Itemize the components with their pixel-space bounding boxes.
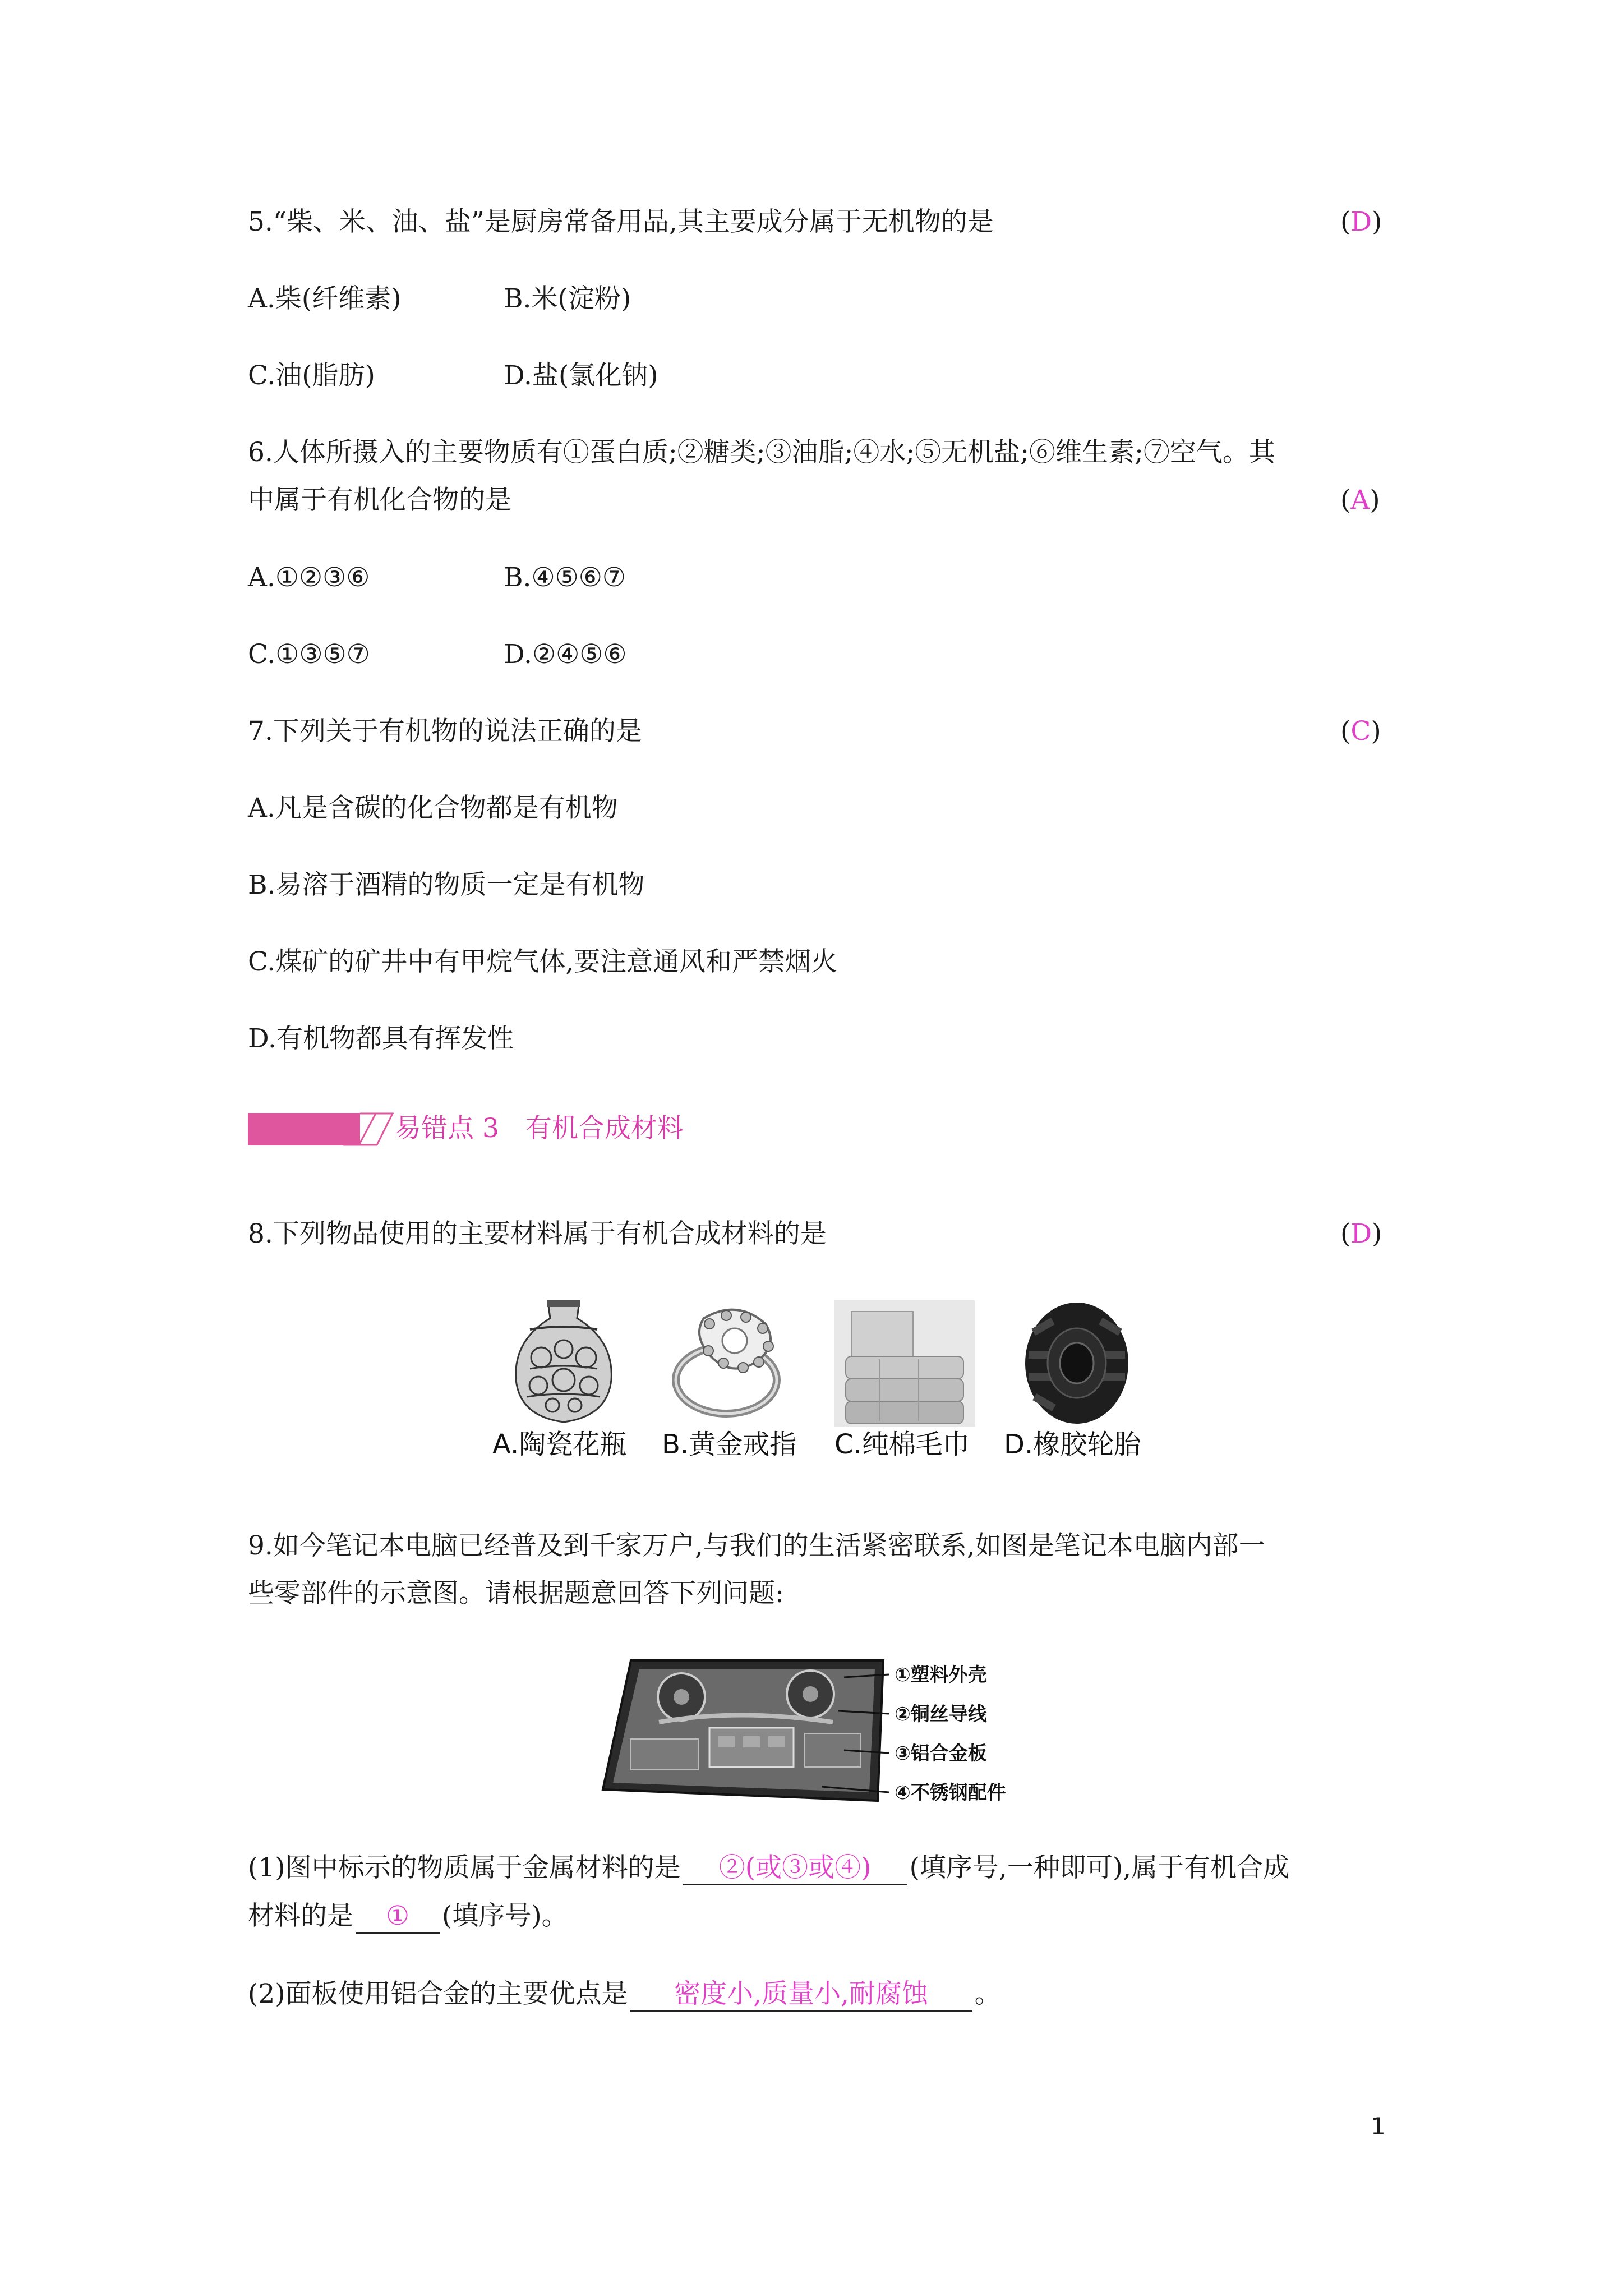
answer-open-paren: ( (1340, 485, 1351, 516)
q7-option-a: A.凡是含碳的化合物都是有机物 (248, 793, 618, 823)
q7-answer (1340, 715, 1381, 748)
vase-image (508, 1296, 620, 1425)
q6-option-a: A.①②③⑥ (248, 562, 370, 593)
q9-part2-text-a: (2)面板使用铝合金的主要优点是 (248, 1978, 628, 2009)
answer-close-paren: ) (1370, 485, 1380, 516)
q7-option-c: C.煤矿的矿井中有甲烷气体,要注意通风和严禁烟火 (248, 946, 838, 977)
q9-part1-text-a: (1)图中标示的物质属于金属材料的是 (248, 1852, 681, 1883)
ring-image (659, 1301, 805, 1425)
laptop-internal-figure (597, 1655, 889, 1818)
q9-part1-blank1: ②(或③或④) (683, 1852, 907, 1885)
caption-vase: A.陶瓷花瓶 (492, 1429, 627, 1460)
q9-part1-line1 (248, 1851, 1289, 1885)
answer-letter: D (1350, 206, 1372, 237)
q7-option-b: B.易溶于酒精的物质一定是有机物 (248, 869, 645, 900)
q9-part2-text-b: 。 (974, 1978, 1001, 2009)
towel-image (834, 1300, 975, 1427)
q5-stem: 5.“柴、米、油、盐”是厨房常备用品,其主要成分属于无机物的是 (248, 206, 994, 237)
answer-close-paren: ) (1372, 206, 1382, 237)
figure-label-steel-parts: ④不锈钢配件 (895, 1782, 1006, 1804)
figure-label-plastic-shell: ①塑料外壳 (895, 1664, 987, 1686)
answer-close-paren: ) (1372, 1218, 1382, 1249)
q6-option-b: B.④⑤⑥⑦ (504, 562, 626, 593)
q7-option-d: D.有机物都具有挥发性 (248, 1023, 514, 1054)
q6-option-d: D.②④⑤⑥ (504, 639, 627, 670)
q9-part1-text-c: 材料的是 (248, 1901, 353, 1931)
tire-image (1021, 1300, 1133, 1427)
answer-open-paren: ( (1340, 1218, 1351, 1249)
q7-stem: 7.下列关于有机物的说法正确的是 (248, 716, 642, 747)
page-number: 1 (1371, 2113, 1386, 2140)
q6-stem-line2: 中属于有机化合物的是 (248, 485, 511, 516)
section-slant-decoration (343, 1112, 394, 1147)
q8-stem: 8.下列物品使用的主要材料属于有机合成材料的是 (248, 1218, 827, 1249)
section-title: 易错点 3 有机合成材料 (395, 1113, 684, 1144)
q9-part2-line (248, 1977, 1001, 2012)
q5-option-c: C.油(脂肪) (248, 360, 375, 391)
answer-letter: A (1350, 485, 1370, 516)
q9-part1-line2 (248, 1899, 568, 1934)
answer-close-paren: ) (1371, 716, 1381, 747)
q5-option-d: D.盐(氯化钠) (504, 360, 658, 391)
q9-part1-text-d: (填序号)。 (442, 1901, 568, 1931)
q6-option-c: C.①③⑤⑦ (248, 639, 370, 670)
caption-ring: B.黄金戒指 (662, 1429, 797, 1460)
caption-towel: C.纯棉毛巾 (834, 1429, 970, 1460)
q6-stem-line1: 6.人体所摄入的主要物质有①蛋白质;②糖类;③油脂;④水;⑤无机盐;⑥维生素;⑦空气。其 (248, 437, 1275, 468)
answer-open-paren: ( (1340, 716, 1351, 747)
answer-letter: D (1350, 1218, 1372, 1249)
q5-option-a: A.柴(纤维素) (248, 283, 402, 314)
q5-option-b: B.米(淀粉) (504, 283, 631, 314)
q9-part2-blank: 密度小,质量小,耐腐蚀 (630, 1978, 972, 2012)
answer-letter: C (1350, 716, 1371, 747)
q9-part1-blank2: ① (356, 1901, 440, 1934)
answer-open-paren: ( (1340, 206, 1351, 237)
figure-label-aluminum-plate: ③铝合金板 (895, 1742, 987, 1765)
q8-answer (1340, 1217, 1382, 1251)
q9-stem-line2: 些零部件的示意图。请根据题意回答下列问题: (248, 1578, 784, 1609)
figure-label-copper-wire: ②铜丝导线 (895, 1703, 987, 1726)
q5-answer (1340, 205, 1382, 239)
q9-part1-text-b: (填序号,一种即可),属于有机合成 (909, 1852, 1290, 1883)
q6-answer (1340, 484, 1380, 517)
q9-stem-line1: 9.如今笔记本电脑已经普及到千家万户,与我们的生活紧密联系,如图是笔记本电脑内部一 (248, 1530, 1265, 1561)
caption-tire: D.橡胶轮胎 (1004, 1429, 1141, 1460)
